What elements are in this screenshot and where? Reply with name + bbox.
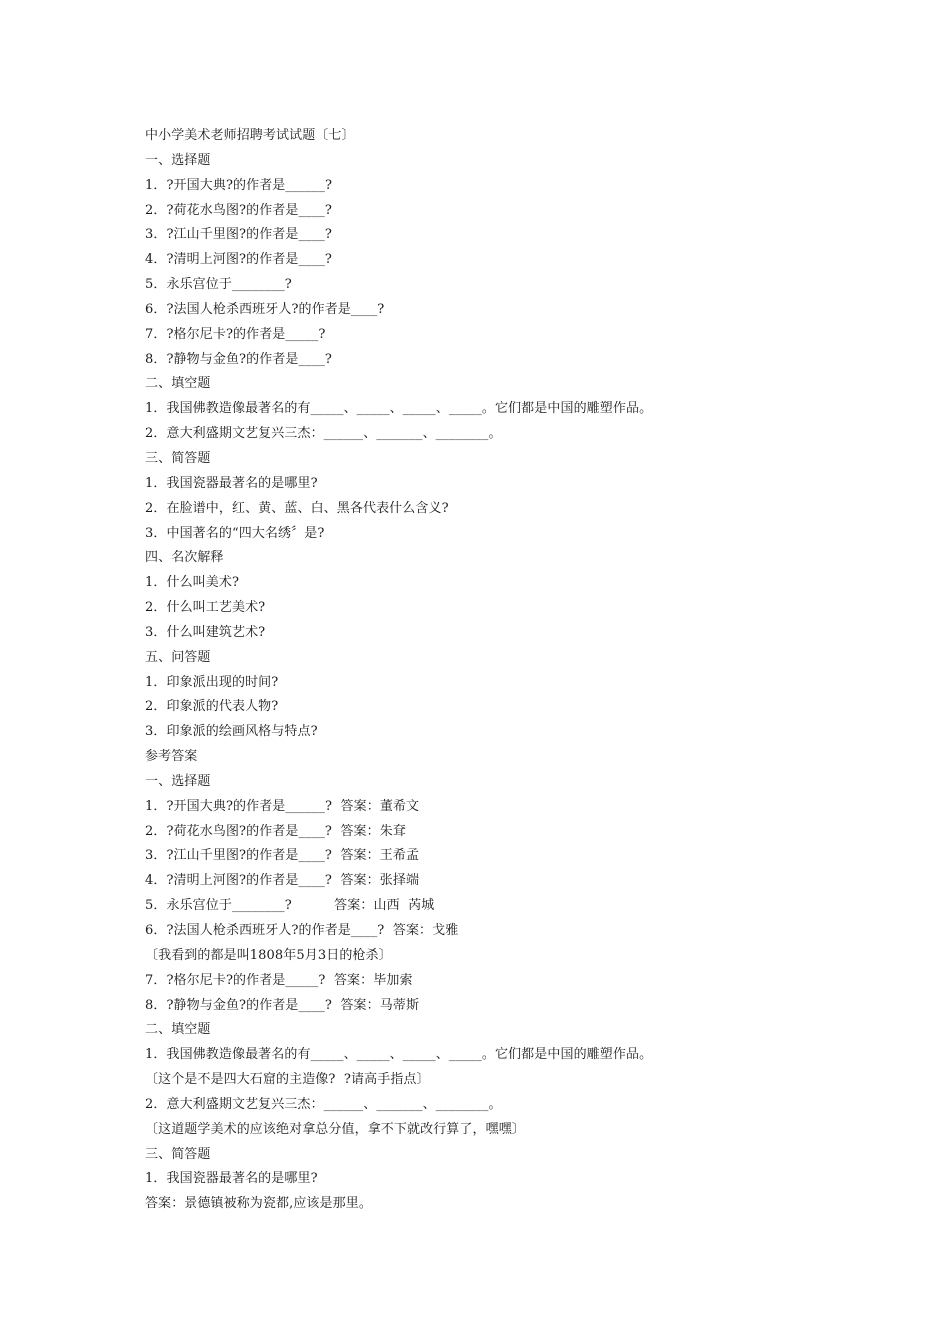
text-line: 3．?江山千里图?的作者是____? 答案：王希孟 [145, 848, 420, 864]
text-line: 二、填空题 [145, 1022, 211, 1038]
text-line: 1．我国瓷器最著名的是哪里? [145, 1171, 318, 1187]
text-line: 4．?清明上河图?的作者是____? 答案：张择端 [145, 873, 420, 889]
document-body [145, 124, 845, 1217]
text-line: 1．我国佛教造像最著名的有_____、_____、_____、_____。它们都是中国的雕塑作品。 [145, 401, 653, 417]
text-line: 7．?格尔尼卡?的作者是_____? [145, 326, 326, 342]
text-line: 4．?清明上河图?的作者是____? [145, 252, 332, 268]
text-line: 2．印象派的代表人物? [145, 699, 279, 715]
text-line: 5．永乐宫位于________? 答案：山西 芮城 [145, 898, 435, 914]
text-line: 2．?荷花水鸟图?的作者是____? 答案：朱耷 [145, 823, 406, 839]
text-line: 1．?开国大典?的作者是______? [145, 177, 333, 193]
text-line: 〔这个是不是四大石窟的主造像? ?请高手指点〕 [145, 1072, 430, 1088]
text-line: 一、选择题 [145, 152, 211, 168]
text-line: 四、名次解释 [145, 550, 224, 566]
text-line: 6．?法国人枪杀西班牙人?的作者是____? [145, 301, 385, 317]
text-line: 8．?静物与金鱼?的作者是____? 答案：马蒂斯 [145, 997, 420, 1013]
text-line: 2．在脸谱中，红、黄、蓝、白、黑各代表什么含义? [145, 500, 449, 516]
text-line: 参考答案 [145, 749, 198, 765]
text-line: 二、填空题 [145, 376, 211, 392]
text-line: 2．意大利盛期文艺复兴三杰：______、_______、________。 [145, 1096, 502, 1112]
document-title: 中小学美术老师招聘考试试题〔七〕 [145, 128, 355, 143]
text-line: 6．?法国人枪杀西班牙人?的作者是____? 答案：戈雅 [145, 923, 459, 938]
text-line: 5．永乐宫位于________? [145, 277, 292, 293]
text-line: 8．?静物与金鱼?的作者是____? [145, 351, 332, 367]
text-line: 3．什么叫建筑艺术? [145, 624, 266, 640]
text-line: 三、简答题 [145, 450, 211, 466]
text-line: 1．什么叫美术? [145, 575, 240, 591]
text-line: 1．我国佛教造像最著名的有_____、_____、_____、_____。它们都是中国的雕塑作品。 [145, 1047, 653, 1063]
text-line: 2．意大利盛期文艺复兴三杰：______、_______、________。 [145, 426, 502, 442]
text-line: 1．?开国大典?的作者是______? 答案：董希文 [145, 798, 420, 814]
text-line: 〔我看到的都是叫1808年5月3日的枪杀〕 [145, 947, 392, 963]
text-line: 3．印象派的绘画风格与特点? [145, 724, 318, 740]
text-line: 7．?格尔尼卡?的作者是_____? 答案：毕加索 [145, 972, 413, 988]
text-line: 〔这道题学美术的应该绝对拿总分值，拿不下就改行算了，嘿嘿〕 [145, 1121, 525, 1137]
text-line: 2．什么叫工艺美术? [145, 600, 266, 616]
text-line: 3．中国著名的“四大名绣〞是? [145, 525, 325, 541]
text-line: 2．?荷花水鸟图?的作者是____? [145, 202, 332, 218]
text-line: 3．?江山千里图?的作者是____? [145, 227, 332, 243]
text-line: 1．我国瓷器最著名的是哪里? [145, 475, 318, 491]
text-line: 一、选择题 [145, 773, 211, 789]
text-line: 五、问答题 [145, 649, 211, 665]
text-line: 三、简答题 [145, 1146, 211, 1162]
text-line: 1．印象派出现的时间? [145, 674, 279, 690]
text-line: 答案：景德镇被称为瓷都,应该是那里。 [145, 1196, 372, 1212]
